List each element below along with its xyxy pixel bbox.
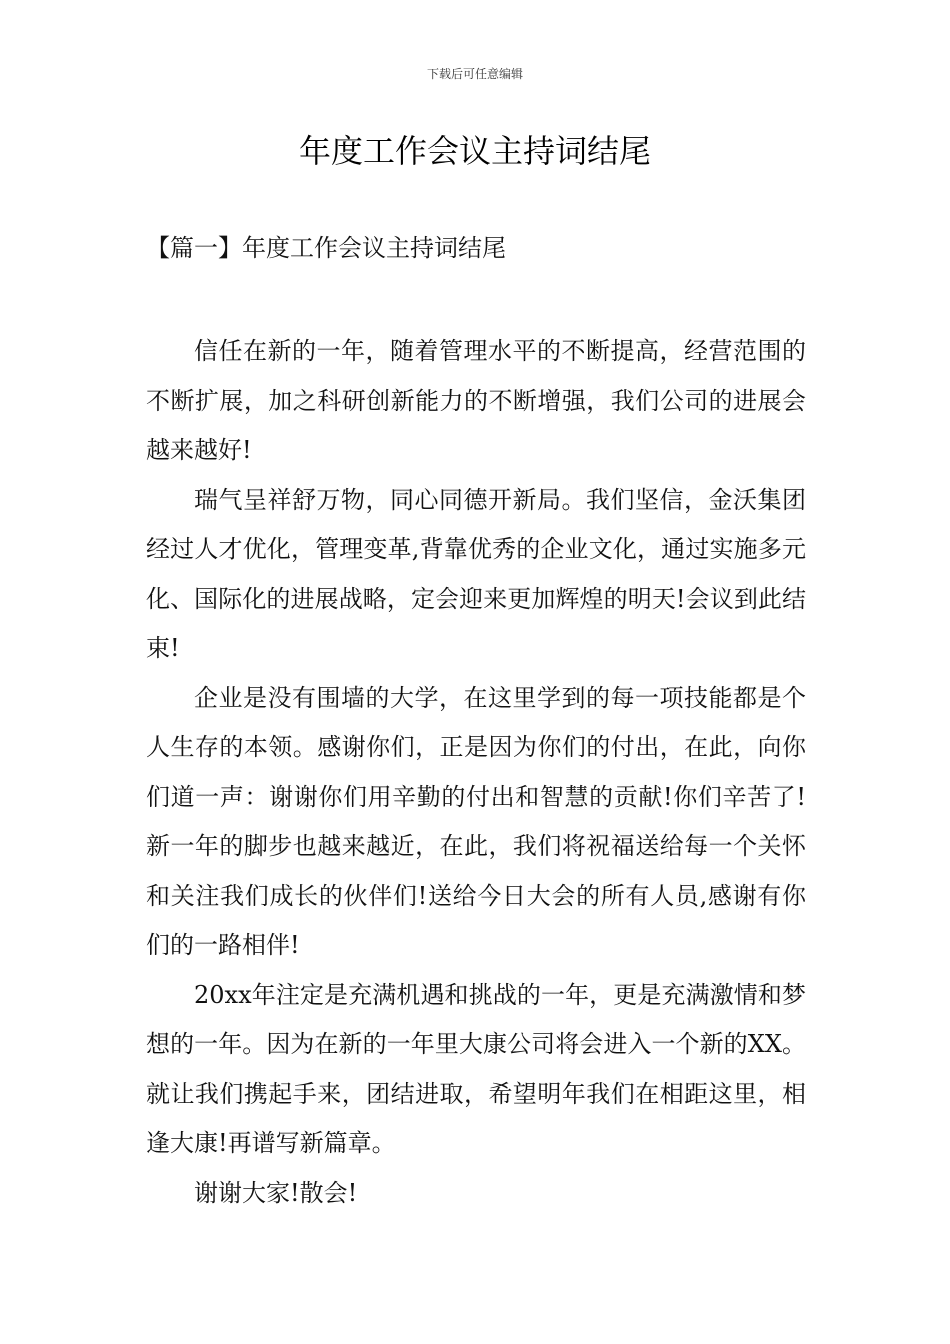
document-body xyxy=(146,327,806,1218)
header-note: 下载后可任意编辑 xyxy=(426,67,523,81)
paragraph: 企业是没有围墙的大学，在这里学到的每一项技能都是个人生存的本领。感谢你们，正是因为你们的付出，在此，向你们道一声：谢谢你们用辛勤的付出和智慧的贡献!你们辛苦了!新一年的脚步也越来越近，在此，我们将祝福送给每一个关怀和关注我们成长的伙伴们!送给今日大会的所有人员,感谢有你们的一路相伴! xyxy=(146,683,806,959)
paragraph: 谢谢大家!散会! xyxy=(194,1178,358,1207)
paragraph: 瑞气呈祥舒万物，同心同德开新局。我们坚信，金沃集团经过人才优化，管理变革,背靠优秀的企业文化，通过实施多元化、国际化的进展战略，定会迎来更加辉煌的明天!会议到此结束! xyxy=(146,485,806,662)
document-title: 年度工作会议主持词结尾 xyxy=(298,132,651,170)
paragraph: 20xx年注定是充满机遇和挑战的一年，更是充满激情和梦想的一年。因为在新的一年里大康公司将会进入一个新的XX。就让我们携起手来，团结进取，希望明年我们在相距这里，相逢大康!再谱写新篇章。 xyxy=(146,980,806,1157)
paragraph: 信任在新的一年，随着管理水平的不断提高，经营范围的不断扩展，加之科研创新能力的不断增强，我们公司的进展会越来越好! xyxy=(146,337,806,464)
section-heading: 【篇一】年度工作会议主持词结尾 xyxy=(146,234,506,262)
